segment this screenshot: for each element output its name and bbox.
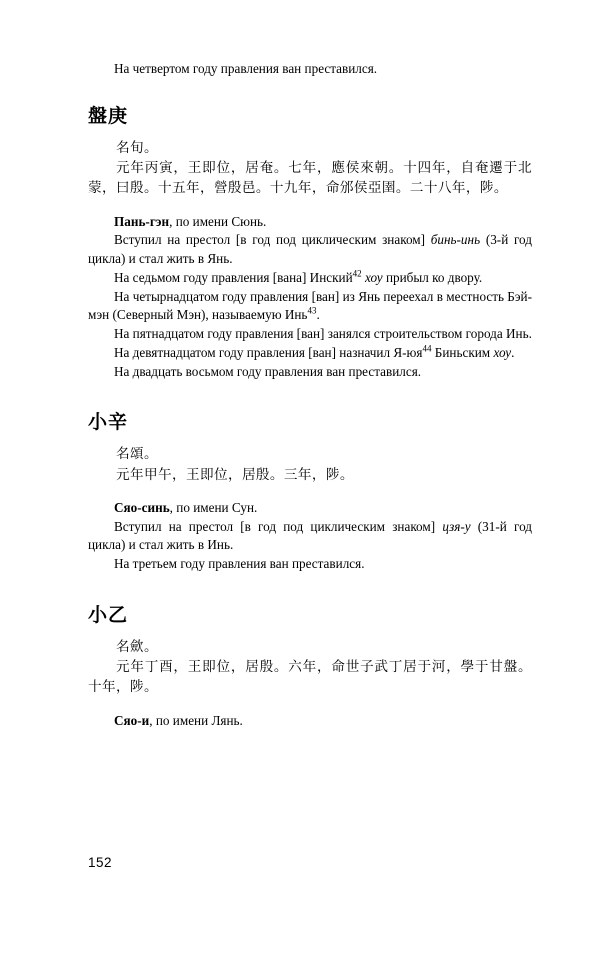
section-heading-chinese: 小辛 [88, 411, 129, 434]
section-heading-chinese: 盤庚 [88, 104, 129, 127]
person-name: Пань-гэн [114, 213, 170, 229]
chinese-body-text: 元年丙寅，王即位，居奄。七年，應侯來朝。十四年，自奄遷于北蒙，曰殷。十五年，營殷邑。十九年，命邠侯亞圉。二十八年，陟。 [88, 159, 532, 197]
text-run: Вступил на престол [в год под циклическим знаком] [114, 518, 443, 534]
cyclic-sign-term: бинь-инь [430, 232, 481, 248]
text-run: На девятнадцатом году правления [ван] назначил Я-юя [114, 344, 423, 360]
footnote-marker: 42 [352, 268, 362, 279]
translation-paragraph [88, 288, 532, 325]
chinese-name-line: 名歛。 [116, 638, 158, 655]
chinese-name-line: 名旬。 [116, 139, 158, 156]
paragraph-rest: , по имени Сюнь. [169, 213, 267, 229]
text-run: (3-й год цикла) и стал жить в Янь. [88, 232, 532, 267]
text-run: . [316, 307, 320, 323]
section-xiaoyi [88, 604, 532, 731]
translation-paragraph [88, 712, 532, 731]
translation-paragraph [88, 213, 532, 232]
chinese-name-line: 名頌。 [116, 446, 158, 463]
section-pangeng [88, 105, 532, 382]
spacer [88, 199, 532, 213]
translation-paragraph [88, 518, 532, 555]
spacer [88, 627, 532, 637]
text-run: На четырнадцатом году правления [ван] из Янь переехал в местность Бэй-мэн (Северный Мэн), называемую Инь [88, 288, 532, 323]
cyclic-sign-term: цзя-у [442, 518, 471, 534]
section-xiaoxin [88, 411, 532, 574]
intro-paragraph: На четвертом году правления ван преставился. [114, 61, 378, 76]
text-run: Вступил на престол [в год под циклическим знаком] [114, 232, 431, 248]
chinese-body-text: 元年甲午，王即位，居殷。三年，陟。 [116, 466, 354, 483]
paragraph-rest: , по имени Лянь. [149, 712, 243, 728]
page-number: 152 [88, 855, 113, 870]
text-run: На пятнадцатом году правления [ван] занялся строительством города Инь. [114, 326, 532, 342]
spacer [88, 128, 532, 138]
translation-paragraph: На третьем году правления ван преставился. [114, 556, 365, 572]
paragraph-rest: , по имени Сун. [169, 499, 258, 515]
spacer [88, 434, 532, 444]
spacer [88, 485, 532, 499]
term-hou: хоу [361, 269, 383, 285]
translation-paragraph [88, 344, 532, 363]
footnote-marker: 44 [422, 343, 432, 354]
translation-paragraph [88, 269, 532, 288]
person-name: Сяо-и [114, 712, 150, 728]
chinese-body-text: 元年丁酉，王即位，居殷。六年，命世子武丁居于河，學于甘盤。十年，陟。 [88, 659, 532, 696]
footnote-marker: 43 [307, 305, 317, 316]
section-heading-chinese: 小乙 [88, 603, 129, 626]
text-run: (31-й год цикла) и стал жить в Инь. [88, 518, 532, 553]
translation-paragraph: На двадцать восьмом году правления ван преставился. [114, 363, 422, 379]
text-run: Биньским [431, 344, 494, 360]
text-run: . [511, 344, 515, 360]
term-hou: хоу [493, 344, 512, 360]
spacer [88, 698, 532, 712]
spacer [88, 574, 532, 604]
text-run: прибыл ко двору. [382, 269, 483, 285]
spacer [88, 381, 532, 411]
translation-paragraph [88, 231, 532, 268]
translation-paragraph [88, 499, 532, 518]
text-run: На седьмом году правления [вана] Инский [114, 269, 353, 285]
spacer [88, 79, 532, 105]
person-name: Сяо-синь [114, 499, 170, 515]
translation-paragraph [88, 325, 532, 344]
